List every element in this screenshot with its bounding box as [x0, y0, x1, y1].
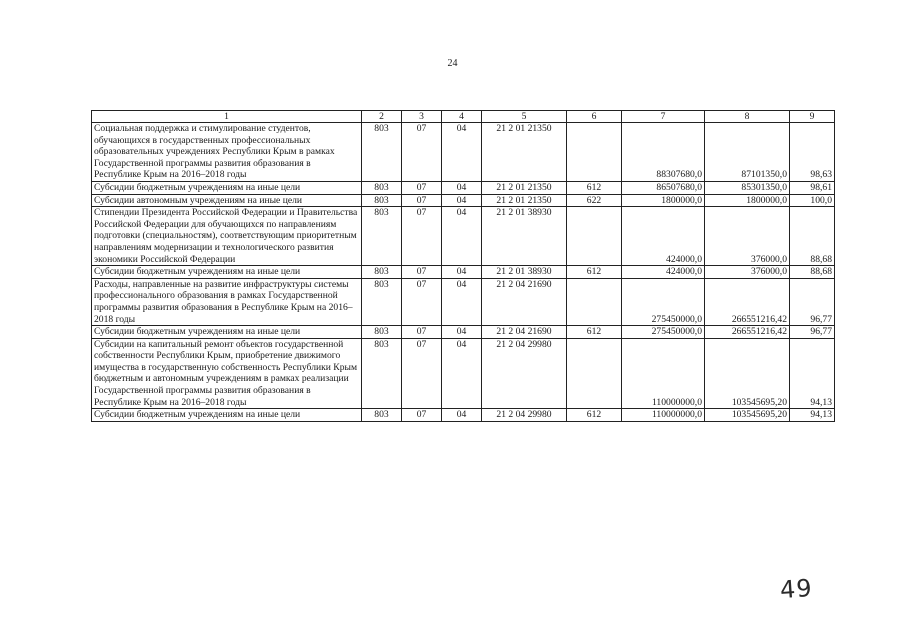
- cell-plan: 424000,0: [622, 207, 705, 266]
- cell-expense-type: 612: [567, 409, 622, 422]
- cell-actual: 85301350,0: [705, 181, 790, 194]
- header-cell: 8: [705, 111, 790, 123]
- header-cell: 1: [92, 111, 362, 123]
- cell-code: 803: [362, 194, 402, 207]
- cell-plan: 424000,0: [622, 266, 705, 279]
- cell-code: 803: [362, 123, 402, 182]
- cell-actual: 87101350,0: [705, 123, 790, 182]
- cell-code: 803: [362, 266, 402, 279]
- cell-section: 07: [402, 266, 442, 279]
- cell-target-article: 21 2 01 21350: [482, 123, 567, 182]
- cell-section: 07: [402, 181, 442, 194]
- cell-section: 07: [402, 123, 442, 182]
- cell-actual: 266551216,42: [705, 278, 790, 325]
- cell-percent: 98,61: [790, 181, 835, 194]
- table-header-row: [92, 111, 835, 123]
- cell-target-article: 21 2 01 21350: [482, 181, 567, 194]
- cell-expense-type: [567, 278, 622, 325]
- cell-subsection: 04: [442, 123, 482, 182]
- budget-table: [91, 110, 835, 422]
- cell-percent: 94,13: [790, 338, 835, 409]
- cell-subsection: 04: [442, 409, 482, 422]
- cell-actual: 103545695,20: [705, 338, 790, 409]
- cell-target-article: 21 2 04 21690: [482, 278, 567, 325]
- cell-percent: 96,77: [790, 326, 835, 339]
- table-row: [92, 207, 835, 266]
- cell-code: 803: [362, 409, 402, 422]
- cell-actual: 103545695,20: [705, 409, 790, 422]
- cell-target-article: 21 2 01 21350: [482, 194, 567, 207]
- cell-section: 07: [402, 194, 442, 207]
- cell-code: 803: [362, 207, 402, 266]
- cell-plan: 275450000,0: [622, 326, 705, 339]
- header-cell: 6: [567, 111, 622, 123]
- cell-code: 803: [362, 326, 402, 339]
- header-cell: 2: [362, 111, 402, 123]
- cell-plan: 86507680,0: [622, 181, 705, 194]
- cell-section: 07: [402, 326, 442, 339]
- cell-subsection: 04: [442, 338, 482, 409]
- row-description: Субсидии автономным учреждениям на иные цели: [92, 194, 362, 207]
- cell-actual: 376000,0: [705, 266, 790, 279]
- cell-code: 803: [362, 338, 402, 409]
- cell-section: 07: [402, 207, 442, 266]
- row-description: Расходы, направленные на развитие инфраструктуры системы профессионального образования в рамках Государственной программы развития образования в Республике Крым на 2016–2018 годы: [92, 278, 362, 325]
- table-row: [92, 194, 835, 207]
- row-description: Субсидии на капитальный ремонт объектов государственной собственности Республики Крым, приобретение движимого имущества в государственную собственность Республики Крым бюджетным и автономным учреждениям в рамках реализации Государственной программы развития образования в Республике Крым на 2016–2018 годы: [92, 338, 362, 409]
- table-row: [92, 278, 835, 325]
- cell-code: 803: [362, 181, 402, 194]
- header-cell: 3: [402, 111, 442, 123]
- cell-expense-type: 612: [567, 326, 622, 339]
- cell-code: 803: [362, 278, 402, 325]
- page-number: 24: [447, 58, 458, 69]
- table-row: [92, 123, 835, 182]
- row-description: Субсидии бюджетным учреждениям на иные цели: [92, 326, 362, 339]
- cell-percent: 88,68: [790, 207, 835, 266]
- cell-plan: 110000000,0: [622, 338, 705, 409]
- cell-section: 07: [402, 338, 442, 409]
- cell-percent: 100,0: [790, 194, 835, 207]
- cell-percent: 96,77: [790, 278, 835, 325]
- table-row: [92, 326, 835, 339]
- cell-expense-type: 612: [567, 181, 622, 194]
- cell-plan: 275450000,0: [622, 278, 705, 325]
- handwritten-page-number: 49: [779, 573, 814, 605]
- cell-subsection: 04: [442, 278, 482, 325]
- cell-plan: 88307680,0: [622, 123, 705, 182]
- cell-actual: 1800000,0: [705, 194, 790, 207]
- cell-target-article: 21 2 01 38930: [482, 207, 567, 266]
- cell-target-article: 21 2 04 21690: [482, 326, 567, 339]
- header-cell: 9: [790, 111, 835, 123]
- cell-expense-type: [567, 123, 622, 182]
- cell-percent: 94,13: [790, 409, 835, 422]
- header-cell: 4: [442, 111, 482, 123]
- row-description: Стипендии Президента Российской Федерации и Правительства Российской Федерации для обучающихся по направлениям подготовки (специальностям), соответствующим приоритетным направлениям модернизации и технологического развития экономики Российской Федерации: [92, 207, 362, 266]
- cell-percent: 98,63: [790, 123, 835, 182]
- cell-actual: 376000,0: [705, 207, 790, 266]
- cell-expense-type: [567, 338, 622, 409]
- cell-subsection: 04: [442, 194, 482, 207]
- cell-subsection: 04: [442, 207, 482, 266]
- cell-actual: 266551216,42: [705, 326, 790, 339]
- table-row: [92, 266, 835, 279]
- cell-target-article: 21 2 04 29980: [482, 338, 567, 409]
- cell-subsection: 04: [442, 266, 482, 279]
- row-description: Субсидии бюджетным учреждениям на иные цели: [92, 181, 362, 194]
- row-description: Субсидии бюджетным учреждениям на иные цели: [92, 409, 362, 422]
- cell-expense-type: 612: [567, 266, 622, 279]
- cell-plan: 1800000,0: [622, 194, 705, 207]
- header-cell: 7: [622, 111, 705, 123]
- cell-section: 07: [402, 278, 442, 325]
- table-row: [92, 181, 835, 194]
- row-description: Социальная поддержка и стимулирование студентов, обучающихся в государственных профессиональных образовательных учреждениях Республики Крым в рамках Государственной программы развития образования в Республике Крым на 2016–2018 годы: [92, 123, 362, 182]
- cell-percent: 88,68: [790, 266, 835, 279]
- cell-target-article: 21 2 01 38930: [482, 266, 567, 279]
- cell-expense-type: 622: [567, 194, 622, 207]
- header-cell: 5: [482, 111, 567, 123]
- cell-plan: 110000000,0: [622, 409, 705, 422]
- cell-subsection: 04: [442, 181, 482, 194]
- table-row: [92, 409, 835, 422]
- cell-target-article: 21 2 04 29980: [482, 409, 567, 422]
- row-description: Субсидии бюджетным учреждениям на иные цели: [92, 266, 362, 279]
- cell-section: 07: [402, 409, 442, 422]
- cell-expense-type: [567, 207, 622, 266]
- cell-subsection: 04: [442, 326, 482, 339]
- table-row: [92, 338, 835, 409]
